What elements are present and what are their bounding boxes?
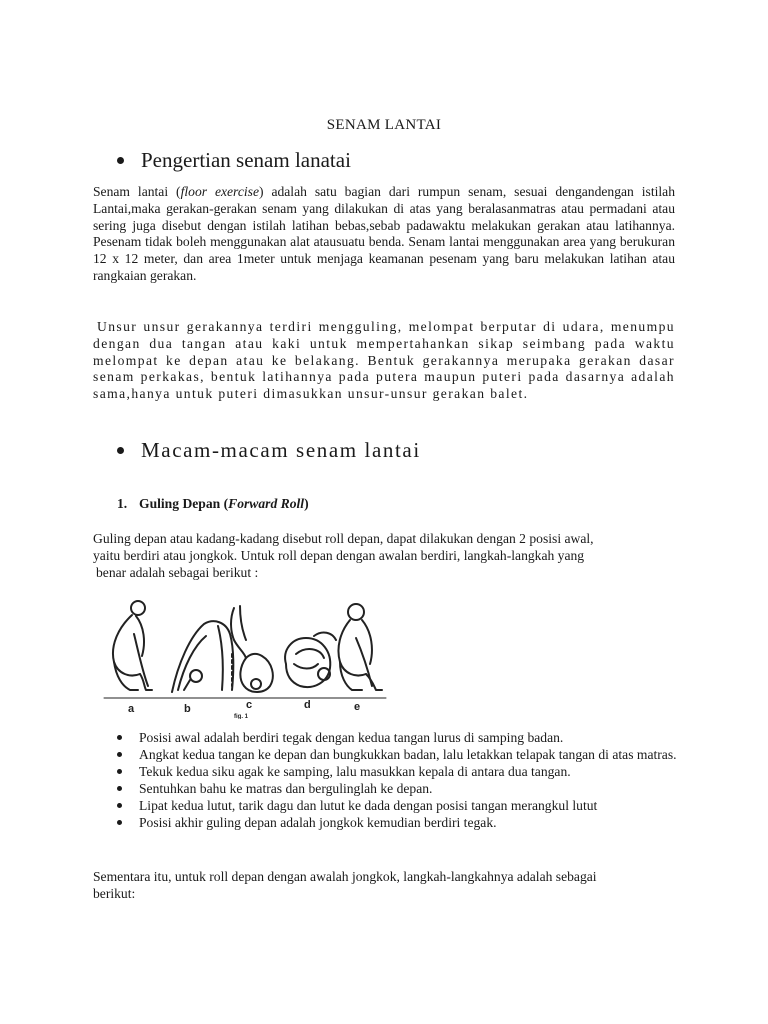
figure-label: b: [184, 703, 191, 715]
figure-c-inverted: [231, 606, 273, 692]
forward-roll-illustration: [100, 594, 390, 719]
paragraph-italic-term: floor exercise: [180, 184, 259, 199]
text-line: berikut:: [93, 886, 136, 901]
bullet-dot-icon: [117, 447, 124, 454]
section-heading-pengertian: [117, 148, 351, 173]
figure-caption: fig. 1: [234, 714, 249, 719]
paragraph-intro: [93, 530, 683, 581]
text-line: Guling depan atau kadang-kadang disebut roll depan, dapat dilakukan dengan 2 posisi awal,: [93, 531, 594, 546]
list-item: Sentuhkan bahu ke matras dan bergulinglah ke depan.: [117, 780, 687, 797]
figure-label: e: [354, 701, 361, 713]
paragraph-elements: [93, 319, 675, 403]
text-line: Sementara itu, untuk roll depan dengan awalah jongkok, langkah-langkahnya adalah sebagai: [93, 869, 597, 884]
numbered-subheading: [117, 496, 309, 512]
section-heading-text: Pengertian senam lanatai: [141, 148, 351, 172]
paragraph-definition: [93, 184, 675, 285]
figure-a-crouch: [113, 601, 152, 690]
figure-e-crouch: [338, 604, 382, 690]
text-line: benar adalah sebagai berikut :: [96, 565, 259, 580]
paragraph-text: Senam lantai (: [93, 184, 181, 199]
paragraph-text: Unsur unsur gerakannya terdiri mengguling, melompat berputar di udara, menumpu dengan dua tangan atau kaki untuk mempertahankan sikap seimbang pada waktu melompat ke depan atau ke belakang. Bentuk gerakannya merupaka gerakan dasar senam perkakas, bentuk latihannya pada putera maupun puteri pada dasarnya adalah sama,hanya untuk puteri dimasukkan unsur-unsur gerakan balet.: [93, 319, 675, 402]
subheading-italic: Forward Roll: [228, 496, 305, 511]
steps-list: [117, 729, 687, 831]
figure-b-bend: [172, 621, 233, 692]
paragraph-closing: [93, 868, 683, 902]
list-item: Posisi akhir guling depan adalah jongkok kemudian berdiri tegak.: [117, 814, 687, 831]
bullet-dot-icon: [117, 157, 124, 164]
list-item: Tekuk kedua siku agak ke samping, lalu masukkan kepala di antara dua tangan.: [117, 763, 687, 780]
figure-label: d: [304, 699, 311, 711]
list-item: Posisi awal adalah berdiri tegak dengan kedua tangan lurus di samping badan.: [117, 729, 687, 746]
document-title: SENAM LANTAI: [326, 117, 442, 133]
section-heading-macam: [117, 438, 421, 463]
text-line: yaitu berdiri atau jongkok. Untuk roll depan dengan awalan berdiri, langkah-langkah yang: [93, 548, 585, 563]
list-number: 1.: [117, 496, 128, 511]
list-item: Lipat kedua lutut, tarik dagu dan lutut ke dada dengan posisi tangan merangkul lutut: [117, 797, 687, 814]
subheading-text: Guling Depan (: [139, 496, 229, 511]
list-item: Angkat kedua tangan ke depan dan bungkukkan badan, lalu letakkan telapak tangan di atas matras.: [117, 746, 687, 763]
figure-label: c: [246, 699, 253, 711]
figure-d-roll: [285, 633, 336, 688]
figure-label: a: [128, 703, 135, 715]
section-heading-text: Macam-macam senam lantai: [141, 438, 421, 462]
subheading-text: ): [304, 496, 309, 511]
paragraph-text: ) adalah satu bagian dari rumpun senam, sesuai dengandengan istilah Lantai,maka gerakan-gerakan senam yang dilakukan di atas yang beralasanmatras atau permadani atau sering juga disebut dengan istilah latihan bebas,sebab padawaktu melakukan gerakan atau latihannya. Pesenam tidak boleh menggunakan alat atausuatu benda. Senam lantai menggunakan area yang berukuran 12 x 12 meter, dan area 1meter untuk menjaga keamanan pesenam yang baru melakukan latihan atau rangkaian gerakan.: [93, 184, 675, 283]
